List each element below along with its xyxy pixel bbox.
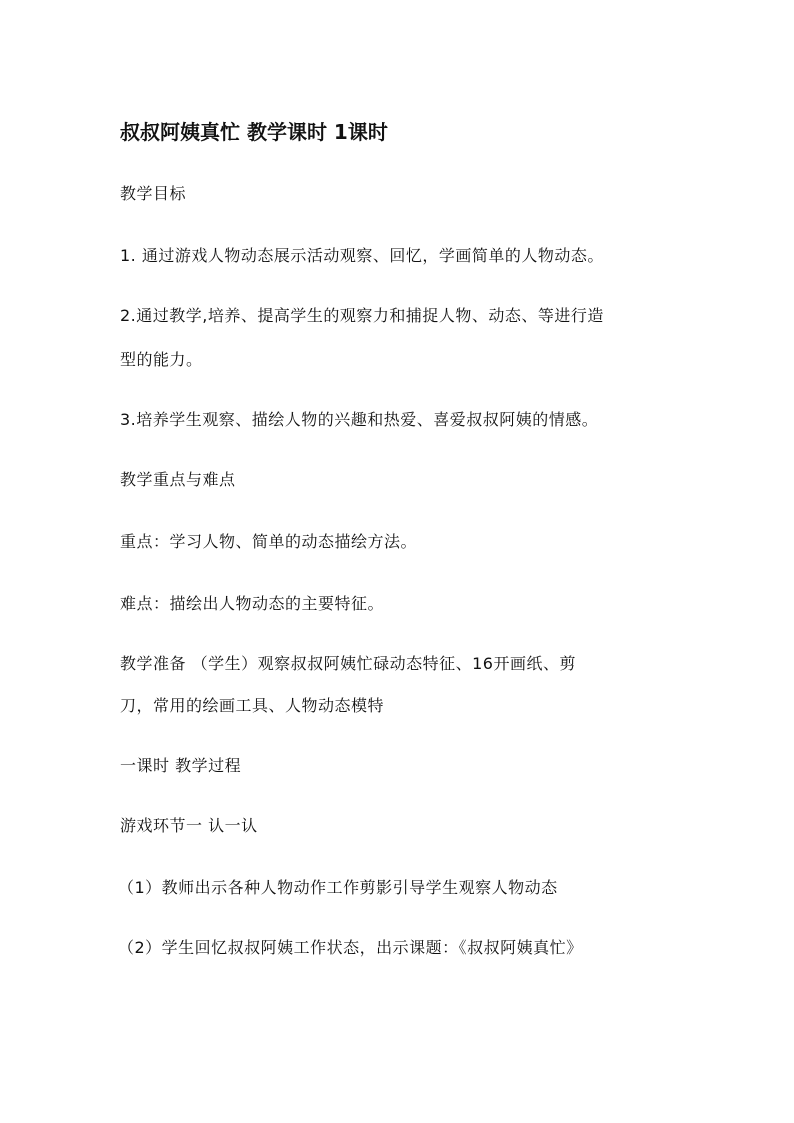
objectives-heading: 教学目标 [120,184,187,203]
step-item-2: （2）学生回忆叔叔阿姨工作状态，出示课题：《叔叔阿姨真忙》 [118,938,583,957]
objective-item-2-continued: 型的能力。 [120,350,203,369]
objective-item-2: 2.通过教学,培养、提高学生的观察力和捕捉人物、动态、等进行造 [120,306,604,325]
document-title: 叔叔阿姨真忙 教学课时 1课时 [120,120,388,144]
step-item-1: （1）教师出示各种人物动作工作剪影引导学生观察人物动态 [118,878,558,897]
objective-item-1: 1. 通过游戏人物动态展示活动观察、回忆，学画简单的人物动态。 [120,246,604,265]
game-section-heading: 游戏环节一 认一认 [120,816,258,835]
key-points-heading: 教学重点与难点 [120,470,236,489]
objective-item-3: 3.培养学生观察、描绘人物的兴趣和热爱、喜爱叔叔阿姨的情感。 [120,410,599,429]
preparation-text-line-2: 刀，常用的绘画工具、人物动态模特 [120,696,385,715]
process-heading: 一课时 教学过程 [120,756,242,775]
preparation-text-line-1: 教学准备 （学生）观察叔叔阿姨忙碌动态特征、16开画纸、剪 [120,654,576,673]
key-point-text: 重点：学习人物、简单的动态描绘方法。 [120,532,418,551]
difficulty-text: 难点：描绘出人物动态的主要特征。 [120,594,385,613]
